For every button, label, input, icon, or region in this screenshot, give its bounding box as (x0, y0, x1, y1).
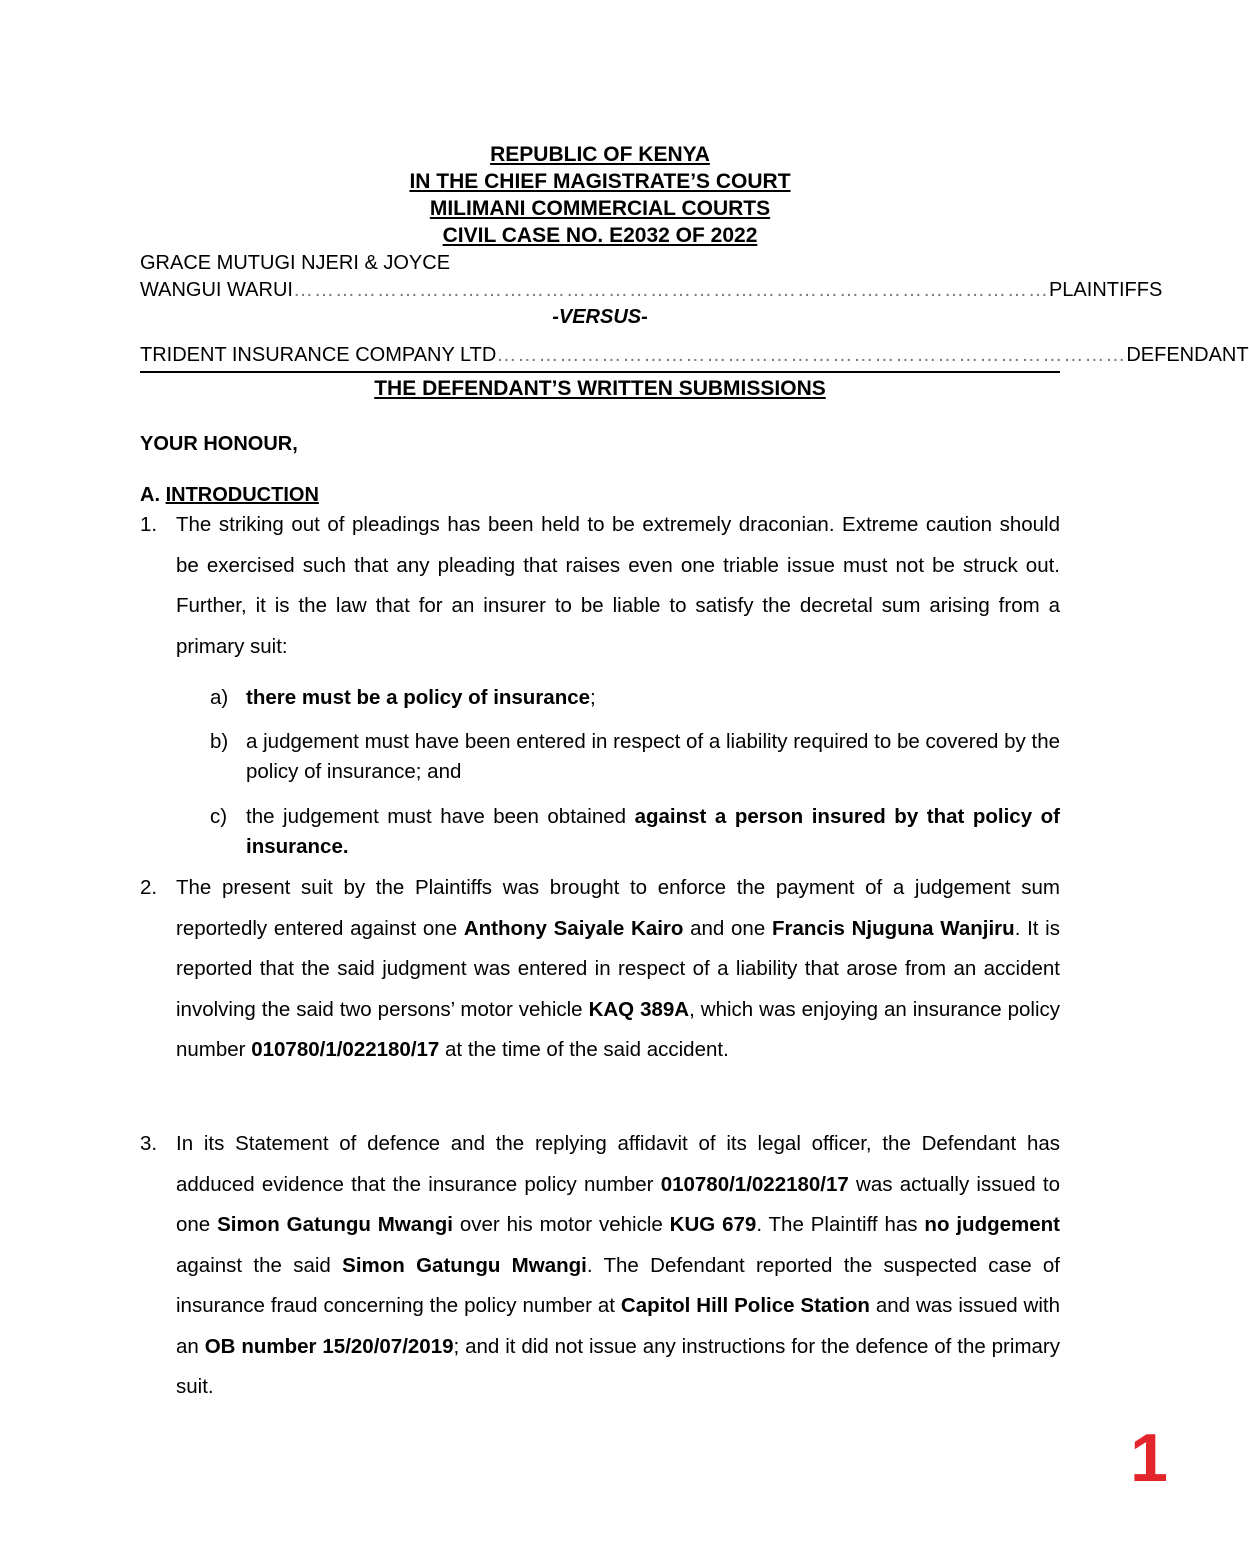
list-item-b-label: b) (210, 730, 229, 753)
list-item-b-text: a judgement must have been entered in respect of a liability required to be covered by the policy of insurance; and (246, 730, 1060, 783)
list-item-c (210, 802, 1060, 862)
defendant-name: TRIDENT INSURANCE COMPANY LTD (140, 344, 497, 366)
paragraph-3 (140, 1124, 1060, 1408)
paragraph-2 (140, 868, 1060, 1071)
list-item-c-label: c) (210, 805, 228, 828)
section-heading (140, 484, 319, 507)
paragraph-2-number: 2. (140, 876, 158, 899)
divider-rule (140, 371, 1060, 373)
list-item-a-label: a) (210, 686, 229, 709)
heading-court: IN THE CHIEF MAGISTRATE’S COURT (409, 170, 791, 193)
heading-republic: REPUBLIC OF KENYA (490, 143, 710, 166)
plaintiff-leader-dots: ……………………………………………………………………………………………… (292, 279, 1049, 301)
paragraph-1-number: 1. (140, 513, 158, 536)
paragraph-3-number: 3. (140, 1132, 158, 1155)
list-item-a: a) there must be a policy of insurance; (210, 683, 1060, 713)
document-title: THE DEFENDANT’S WRITTEN SUBMISSIONS (374, 377, 826, 400)
paragraph-1 (140, 505, 1060, 667)
plaintiff-role: PLAINTIFFS (1048, 279, 1163, 301)
defendant-role: DEFENDANT (1126, 344, 1249, 366)
defendant-row (140, 342, 1249, 368)
paragraph-3-text: In its Statement of defence and the replying affidavit of its legal officer, the Defendant has adduced evidence that the insurance policy number 010780/1/022180/17 was actually issued to one Simon Gatungu Mwangi over his motor vehicle KUG 679. The Plaintiff has no judgement against the said Simon Gatungu Mwangi. The Defendant reported the suspected case of insurance fraud concerning the policy number at Capitol Hill Police Station and was issued with an OB number 15/20/07/2019; and it did not issue any instructions for the defence of the primary suit. (176, 1132, 1061, 1398)
versus-label: -VERSUS- (552, 306, 648, 328)
list-item-a-bold: there must be a policy of insurance (246, 686, 591, 709)
defendant-leader-dots: ……………………………………………………………………………… (496, 344, 1127, 366)
list-item-b (210, 727, 1060, 787)
paragraph-1-text: The striking out of pleadings has been held to be extremely draconian. Extreme caution should be exercised such that any pleading that raises even one triable issue must not be struck out. Further, it is the law that for an insurer to be liable to satisfy the decretal sum arising from a primary suit: (176, 513, 1060, 658)
paragraph-2-text: The present suit by the Plaintiffs was brought to enforce the payment of a judgement sum reportedly entered against one Anthony Saiyale Kairo and one Francis Njuguna Wanjiru. It is reported that the said judgment was entered in respect of a liability that arose from an accident involving the said two persons’ motor vehicle KAQ 389A, which was enjoying an insurance policy number 010780/1/022180/17 at the time of the said accident. (176, 876, 1060, 1061)
plaintiff-name-line1: GRACE MUTUGI NJERI & JOYCE (140, 252, 451, 274)
salutation: YOUR HONOUR, (140, 433, 298, 455)
heading-case-number: CIVIL CASE NO. E2032 OF 2022 (442, 224, 758, 247)
list-item-c-text: the judgement must have been obtained (246, 805, 635, 828)
section-title: INTRODUCTION (165, 484, 319, 506)
plaintiff-row (140, 277, 1163, 303)
list-item-c-bold: against a person insured by that policy of insurance. (246, 805, 1060, 858)
page-number: 1 (1130, 1420, 1168, 1496)
section-letter: A. (140, 484, 160, 506)
heading-courts: MILIMANI COMMERCIAL COURTS (429, 197, 771, 220)
plaintiff-name-line2: WANGUI WARUI (140, 279, 293, 301)
